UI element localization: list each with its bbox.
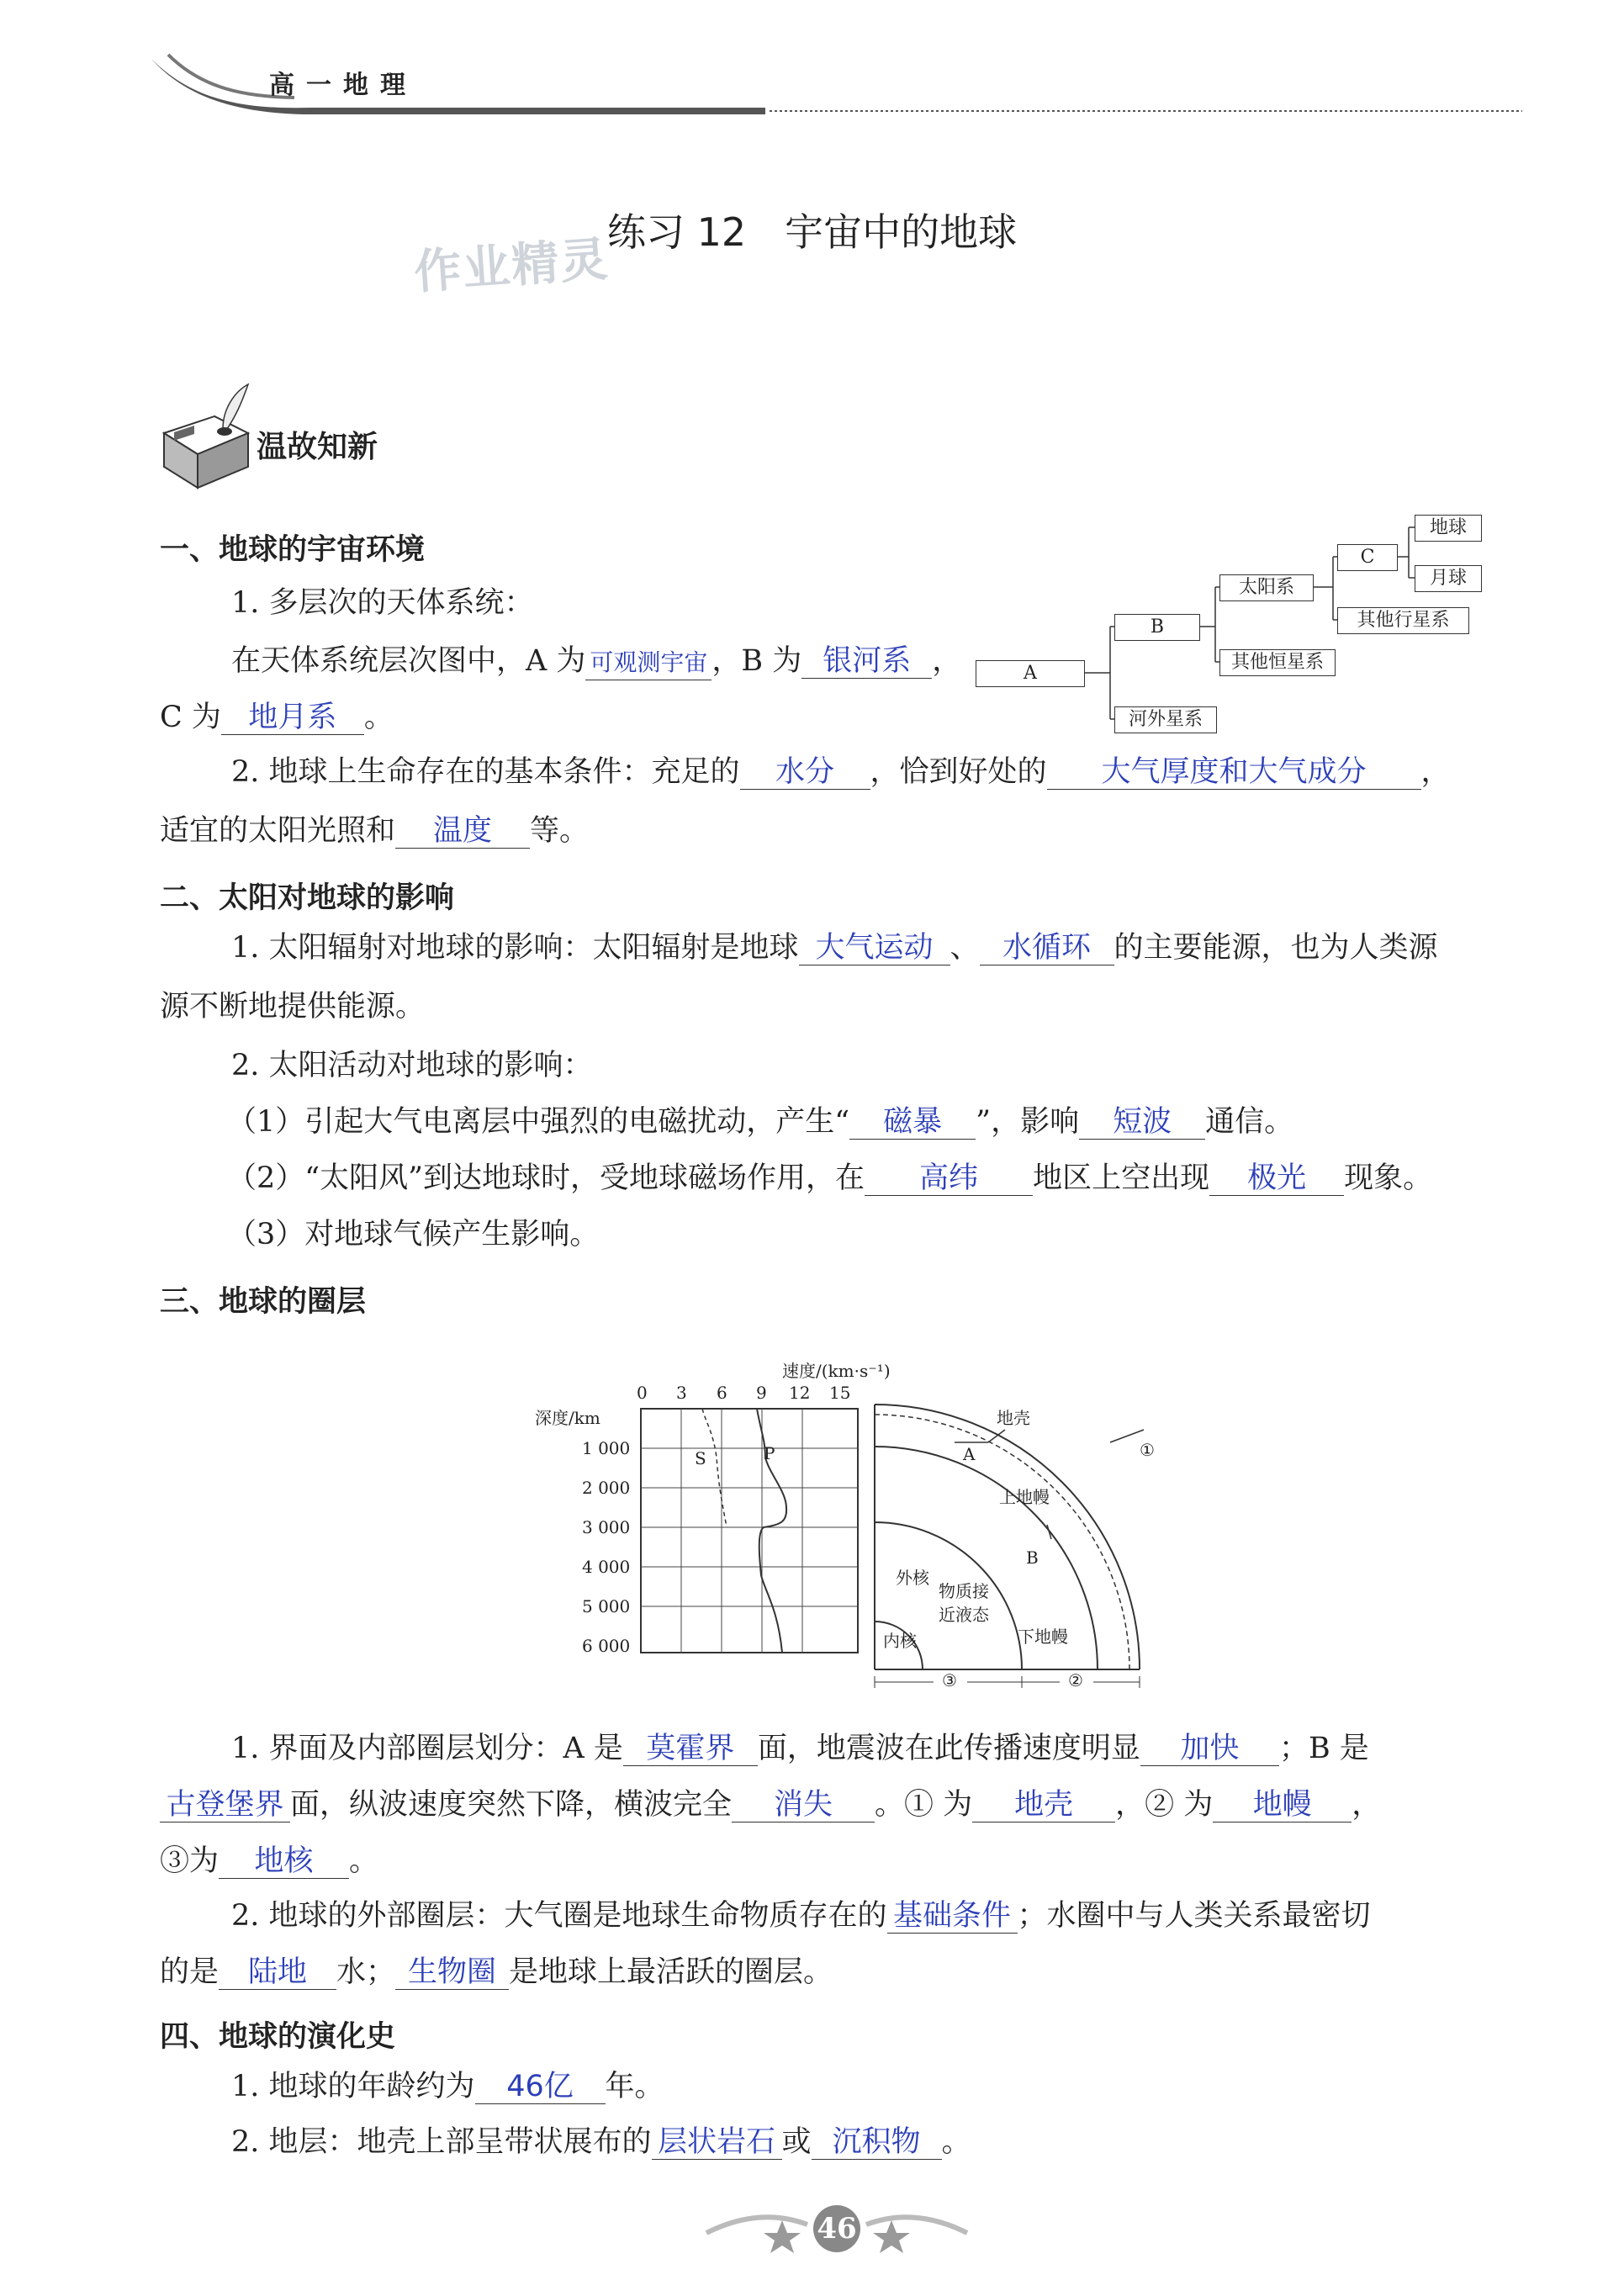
speed-tick: 15: [829, 1383, 851, 1403]
s2-item-1: （1）引起大气电离层中强烈的电磁扰动，产生“ 磁暴 ”，影响 短波 通信。: [227, 1105, 1294, 1139]
lower-mantle-label: 下地幔: [1018, 1627, 1068, 1647]
section-heading-4: 四、地球的演化史: [160, 2020, 396, 2054]
s1-p1-line: 在天体系统层次图中，A 为 可观测宇宙 ，B 为 银河系 ，: [231, 643, 961, 680]
depth-tick: 6 000: [582, 1636, 631, 1656]
s1-p2-line1: 2. 地球上生命存在的基本条件：充足的 水分 ，恰到好处的 大气厚度和大气成分 ，: [231, 755, 1451, 789]
section-banner: 温故知新: [257, 430, 378, 464]
answer-blank[interactable]: 沉积物: [812, 2125, 942, 2160]
tree-node-b: B: [1114, 614, 1200, 641]
depth-tick: 3 000: [582, 1517, 631, 1537]
answer-blank[interactable]: 大气运动: [799, 931, 950, 965]
answer-blank[interactable]: 温度: [395, 814, 530, 849]
tree-node-other-planets: 其他行星系: [1337, 607, 1469, 634]
s2-item-3: （3）对地球气候产生影响。: [227, 1218, 600, 1251]
p-wave-label: P: [764, 1443, 775, 1463]
answer-blank[interactable]: 水循环: [980, 931, 1114, 965]
answer-blank[interactable]: 层状岩石: [652, 2125, 782, 2160]
moho-label-a: A: [963, 1444, 976, 1464]
seismic-grid: [639, 1407, 862, 1659]
mantle-marker-2: ②: [1068, 1670, 1083, 1690]
answer-blank[interactable]: 古登堡界: [160, 1788, 290, 1823]
speed-tick: 6: [717, 1383, 727, 1403]
section-heading-2: 二、太阳对地球的影响: [160, 881, 455, 915]
upper-mantle-label: 上地幔: [999, 1487, 1050, 1507]
crust-marker-1: ①: [1140, 1440, 1155, 1460]
outer-core-label: 外核: [896, 1568, 929, 1588]
inner-core-label: 内核: [883, 1631, 917, 1651]
answer-blank[interactable]: 地核: [219, 1844, 349, 1879]
core-marker-3: ③: [942, 1670, 957, 1690]
answer-blank[interactable]: 地幔: [1213, 1788, 1352, 1823]
section-heading-1: 一、地球的宇宙环境: [160, 533, 426, 567]
s1-p1-intro: 1. 多层次的天体系统：: [231, 586, 534, 620]
speed-tick: 9: [756, 1383, 767, 1403]
s1-p2-line2: 适宜的太阳光照和 温度 等。: [160, 814, 590, 848]
tree-node-other-stars: 其他恒星系: [1219, 649, 1336, 676]
answer-blank[interactable]: 银河系: [801, 644, 932, 679]
answer-blank[interactable]: 加快: [1140, 1732, 1279, 1766]
speed-tick: 0: [637, 1383, 648, 1403]
section-heading-3: 三、地球的圈层: [160, 1285, 367, 1319]
s2-p2-intro: 2. 太阳活动对地球的影响：: [231, 1049, 593, 1082]
answer-blank[interactable]: 水分: [740, 755, 870, 790]
tree-node-moon: 月球: [1415, 565, 1482, 592]
depth-tick: 2 000: [582, 1478, 631, 1498]
answer-blank[interactable]: 生物圈: [395, 1955, 509, 1990]
tree-node-a: A: [976, 660, 1085, 687]
s2-p1-line1: 1. 太阳辐射对地球的影响：太阳辐射是地球 大气运动 、 水循环 的主要能源，也为人类源: [231, 931, 1438, 965]
s2-item-2: （2）“太阳风”到达地球时，受地球磁场作用，在 高纬 地区上空出现 极光 现象。: [227, 1161, 1433, 1195]
tree-node-c: C: [1337, 544, 1398, 571]
speed-tick: 3: [676, 1383, 687, 1403]
watermark: 作业精灵: [412, 231, 611, 301]
outer-core-note: 物质接近液态: [939, 1581, 989, 1625]
answer-blank[interactable]: 短波: [1079, 1105, 1205, 1140]
answer-blank[interactable]: 磁暴: [849, 1105, 976, 1140]
s4-p1-line: 1. 地球的年龄约为 46亿 年。: [231, 2070, 664, 2103]
speed-tick: 12: [789, 1383, 811, 1403]
answer-blank[interactable]: 46亿: [475, 2070, 606, 2104]
s1-p1-line2: C 为 地月系 。: [160, 701, 394, 734]
header-subject: 高一地理: [269, 71, 417, 100]
depth-tick: 1 000: [582, 1438, 631, 1458]
page-title: 练习 12 宇宙中的地球: [607, 209, 1018, 255]
depth-tick: 4 000: [582, 1557, 631, 1577]
s3-p2-line2: 的是 陆地 水； 生物圈 是地球上最活跃的圈层。: [160, 1955, 833, 1989]
crust-label: 地壳: [997, 1408, 1030, 1428]
answer-blank[interactable]: 地壳: [972, 1788, 1115, 1823]
depth-axis-label: 深度/km: [535, 1408, 600, 1428]
answer-blank[interactable]: 莫霍界: [623, 1732, 758, 1766]
s3-p1-line2: 古登堡界 面，纵波速度突然下降，横波完全 消失 。① 为 地壳 ，② 为 地幔 ，: [160, 1787, 1381, 1823]
tree-node-other-galaxies: 河外星系: [1114, 706, 1217, 733]
answer-blank[interactable]: 消失: [732, 1788, 875, 1823]
answer-blank[interactable]: 极光: [1209, 1161, 1344, 1196]
tree-node-earth: 地球: [1415, 515, 1482, 542]
speed-axis-label: 速度/(km·s⁻¹): [782, 1361, 891, 1381]
depth-tick: 5 000: [582, 1596, 631, 1616]
answer-blank[interactable]: 地月系: [221, 701, 364, 735]
s-wave-label: S: [695, 1448, 706, 1468]
gutenberg-label-b: B: [1026, 1547, 1039, 1568]
book-quill-icon: [156, 383, 257, 492]
s3-p1-line3: ③为 地核 。: [160, 1844, 379, 1878]
s4-p2-line: 2. 地层：地壳上部呈带状展布的 层状岩石 或 沉积物 。: [231, 2125, 971, 2159]
s2-p1-line2: 源不断地提供能源。: [160, 990, 426, 1024]
s3-p2-line1: 2. 地球的外部圈层：大气圈是地球生命物质存在的 基础条件 ；水圈中与人类关系最密切: [231, 1899, 1371, 1933]
answer-blank[interactable]: 可观测宇宙: [585, 646, 711, 680]
answer-blank[interactable]: 基础条件: [887, 1899, 1018, 1934]
answer-blank[interactable]: 陆地: [219, 1955, 336, 1990]
answer-blank[interactable]: 高纬: [865, 1161, 1033, 1196]
page-number: 46: [817, 2212, 857, 2246]
tree-node-solar-system: 太阳系: [1219, 574, 1314, 601]
answer-blank[interactable]: 大气厚度和大气成分: [1047, 755, 1421, 790]
s3-p1-line1: 1. 界面及内部圈层划分：A 是 莫霍界 面，地震波在此传播速度明显 加快 ；B 是: [231, 1732, 1369, 1765]
